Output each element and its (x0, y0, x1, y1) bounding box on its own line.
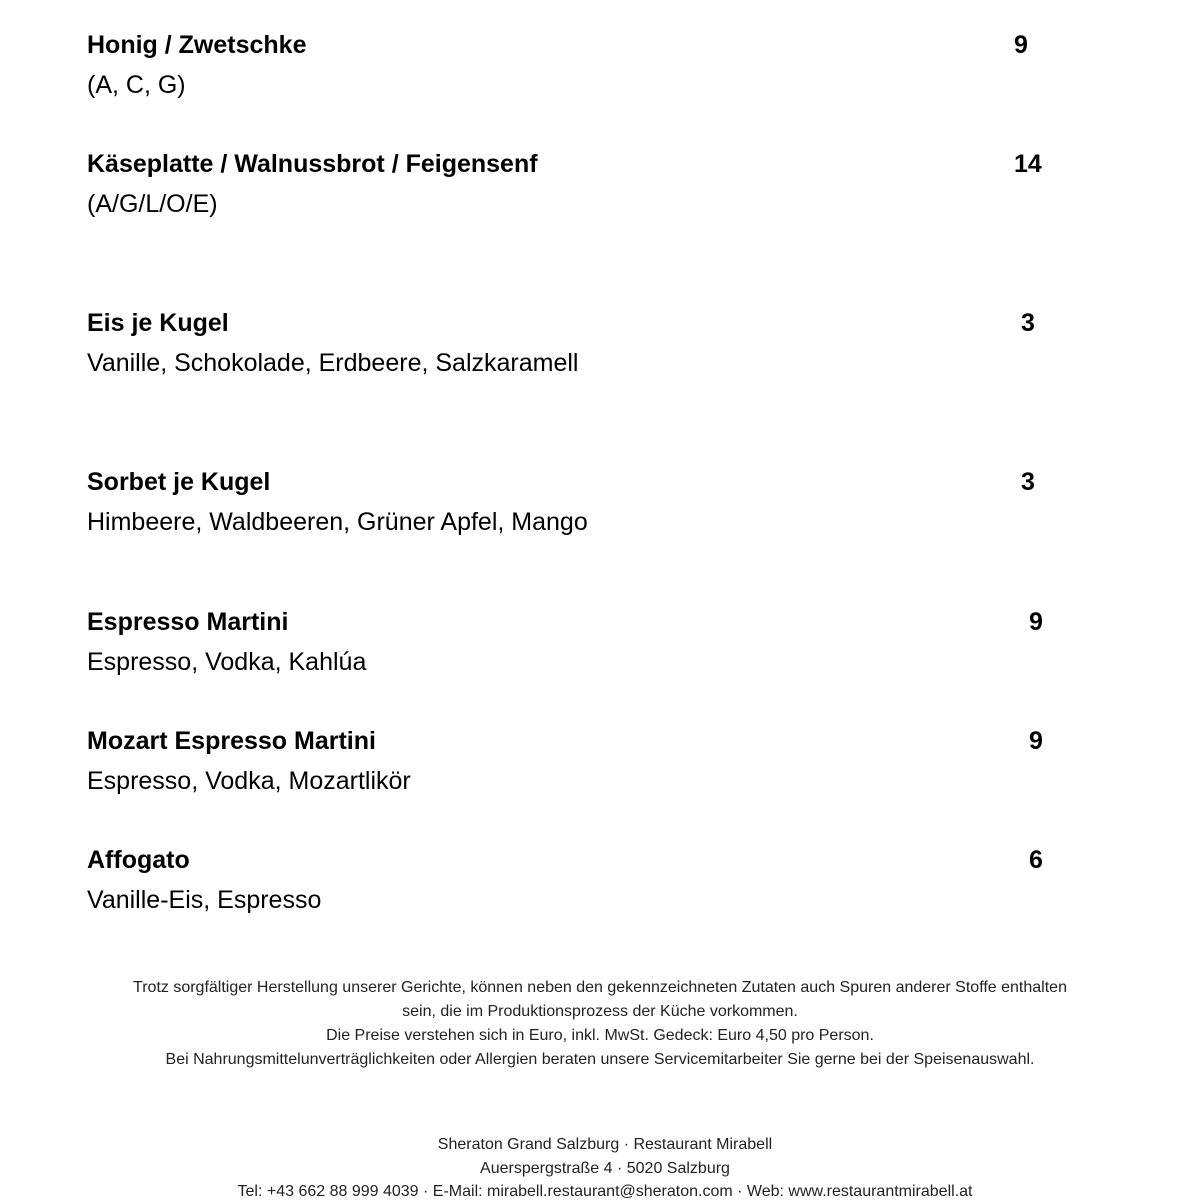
menu-item-name: Mozart Espresso Martini (87, 727, 376, 755)
menu-item-name: Eis je Kugel (87, 309, 229, 337)
menu-item-description: Vanille-Eis, Espresso (87, 886, 322, 914)
menu-item-price: 3 (1021, 468, 1035, 496)
menu-item-description: Espresso, Vodka, Mozartlikör (87, 767, 411, 795)
restaurant-contact-footer (0, 1133, 1200, 1204)
footer-restaurant-name: Sheraton Grand Salzburg · Restaurant Mirabell (437, 1136, 773, 1153)
menu-item-price: 9 (1014, 31, 1028, 59)
menu-item-description: Vanille, Schokolade, Erdbeere, Salzkaramell (87, 349, 579, 377)
menu-item-name: Sorbet je Kugel (87, 468, 271, 496)
menu-item-description: Himbeere, Waldbeeren, Grüner Apfel, Mango (87, 508, 588, 536)
disclaimer-line: Trotz sorgfältiger Herstellung unserer Gerichte, können neben den gekennzeichneten Zutaten auch Spuren anderer Stoffe enthalten (133, 979, 1067, 996)
menu-item-price: 14 (1014, 150, 1042, 178)
menu-item-price: 9 (1029, 727, 1043, 755)
menu-item-price: 6 (1029, 846, 1043, 874)
menu-item-name: Käseplatte / Walnussbrot / Feigensenf (87, 150, 538, 178)
menu-item-allergens: (A/G/L/O/E) (87, 190, 218, 218)
menu-item-name: Affogato (87, 846, 190, 874)
menu-item-allergens: (A, C, G) (87, 71, 186, 99)
menu-item-description: Espresso, Vodka, Kahlúa (87, 648, 367, 676)
footer-contact: Tel: +43 662 88 999 4039 · E-Mail: mirabell.restaurant@sheraton.com · Web: www.restaurantmirabell.at (237, 1183, 973, 1200)
menu-item-price: 3 (1021, 309, 1035, 337)
disclaimer-line: Bei Nahrungsmittelunverträglichkeiten oder Allergien beraten unsere Servicemitarbeiter Sie gerne bei der Speisenauswahl. (165, 1051, 1035, 1068)
menu-item-price: 9 (1029, 608, 1043, 636)
menu-item-name: Honig / Zwetschke (87, 31, 307, 59)
disclaimer-line: sein, die im Produktionsprozess der Küche vorkommen. (402, 1003, 798, 1020)
footer-address: Auerspergstraße 4 · 5020 Salzburg (480, 1159, 730, 1177)
disclaimer-line: Die Preise verstehen sich in Euro, inkl. MwSt. Gedeck: Euro 4,50 pro Person. (326, 1027, 874, 1044)
allergen-disclaimer (0, 976, 1200, 1072)
menu-item-name: Espresso Martini (87, 608, 289, 636)
